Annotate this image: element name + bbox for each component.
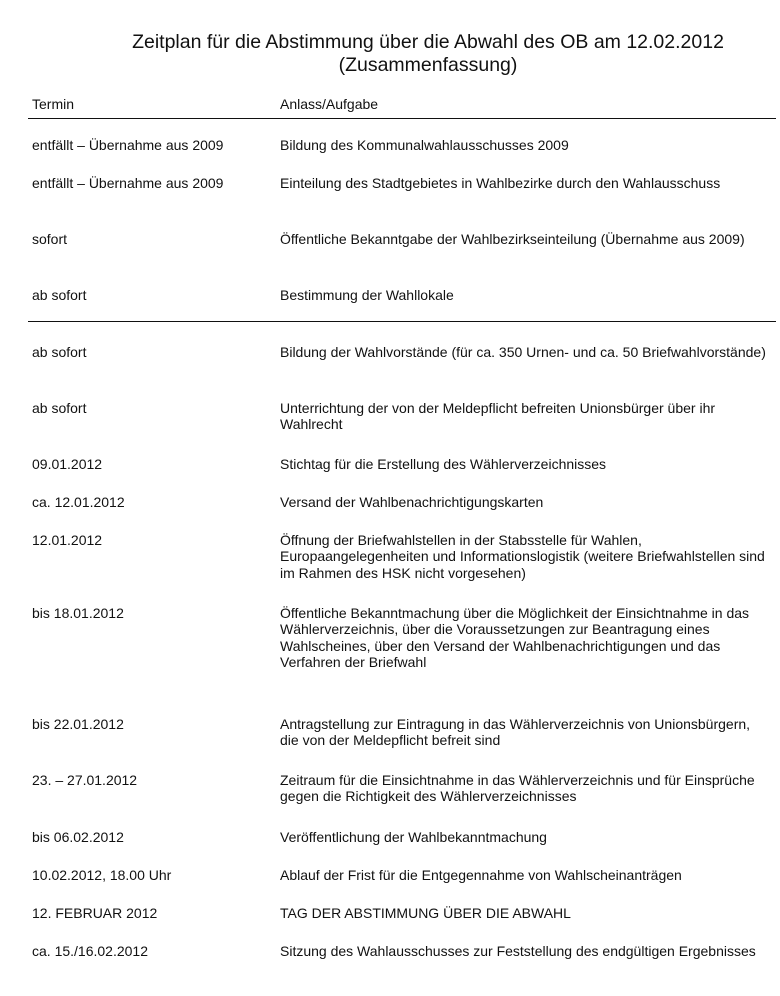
anlass-cell: Bestimmung der Wahllokale — [280, 287, 454, 303]
anlass-cell: Zeitraum für die Einsichtnahme in das Wählerverzeichnis und für Einsprüche gegen die Richtigkeit des Wählerverzeichnisses — [280, 772, 755, 805]
termin-cell: ab sofort — [32, 400, 87, 416]
termin-cell: sofort — [32, 231, 68, 247]
termin-cell: ca. 12.01.2012 — [32, 494, 125, 510]
column-header-termin: Termin — [32, 96, 75, 112]
anlass-cell: Öffnung der Briefwahlstellen in der Stabsstelle für Wahlen, Europaangelegenheiten und Informationslogistik (weitere Briefwahlstellen sind im Rahmen des HSK nicht vorgesehen) — [280, 532, 765, 581]
termin-cell: ab sofort — [32, 344, 87, 360]
anlass-cell: Veröffentlichung der Wahlbekanntmachung — [280, 829, 547, 845]
anlass-cell: Einteilung des Stadtgebietes in Wahlbezirke durch den Wahlausschuss — [280, 175, 721, 191]
anlass-cell: Antragstellung zur Eintragung in das Wählerverzeichnis von Unionsbürgern, die von der Meldepflicht befreit sind — [280, 716, 751, 749]
anlass-cell: Stichtag für die Erstellung des Wählerverzeichnisses — [280, 456, 607, 472]
termin-cell: bis 06.02.2012 — [32, 829, 124, 845]
termin-cell: entfällt – Übernahme aus 2009 — [32, 137, 224, 153]
termin-cell: entfällt – Übernahme aus 2009 — [32, 175, 224, 191]
anlass-cell: Versand der Wahlbenachrichtigungskarten — [280, 494, 544, 510]
termin-cell: bis 22.01.2012 — [32, 716, 124, 732]
termin-cell: 09.01.2012 — [32, 456, 103, 472]
termin-cell: 23. – 27.01.2012 — [32, 772, 138, 788]
anlass-cell: TAG DER ABSTIMMUNG ÜBER DIE ABWAHL — [280, 905, 571, 921]
anlass-cell: Bildung der Wahlvorstände (für ca. 350 Urnen- und ca. 50 Briefwahlvorstände) — [280, 344, 766, 360]
document-subtitle: (Zusammenfassung) — [338, 54, 518, 76]
anlass-cell: Öffentliche Bekanntgabe der Wahlbezirkseinteilung (Übernahme aus 2009) — [280, 231, 745, 247]
anlass-cell: Unterrichtung der von der Meldepflicht befreiten Unionsbürger über ihr Wahlrecht — [280, 400, 716, 433]
section-divider — [28, 321, 776, 322]
document-title: Zeitplan für die Abstimmung über die Abwahl des OB am 12.02.2012 — [132, 31, 724, 53]
termin-cell: bis 18.01.2012 — [32, 605, 124, 621]
anlass-cell: Ablauf der Frist für die Entgegennahme von Wahlscheinanträgen — [280, 867, 682, 883]
termin-cell: 12.01.2012 — [32, 532, 103, 548]
anlass-cell: Bildung des Kommunalwahlausschusses 2009 — [280, 137, 569, 153]
anlass-cell: Sitzung des Wahlausschusses zur Feststellung des endgültigen Ergebnisses — [280, 943, 756, 959]
termin-cell: ca. 15./16.02.2012 — [32, 943, 148, 959]
column-header-anlass: Anlass/Aufgabe — [280, 96, 379, 112]
termin-cell: 12. FEBRUAR 2012 — [32, 905, 158, 921]
header-divider — [28, 118, 776, 119]
termin-cell: 10.02.2012, 18.00 Uhr — [32, 867, 172, 883]
anlass-cell: Öffentliche Bekanntmachung über die Möglichkeit der Einsichtnahme in das Wählerverzeichnis, über die Voraussetzungen zur Beantragung eines Wahlscheines, über den Versand der Wahlbenachrichtigungen und das Verfahren der Briefwahl — [280, 605, 750, 670]
termin-cell: ab sofort — [32, 287, 87, 303]
